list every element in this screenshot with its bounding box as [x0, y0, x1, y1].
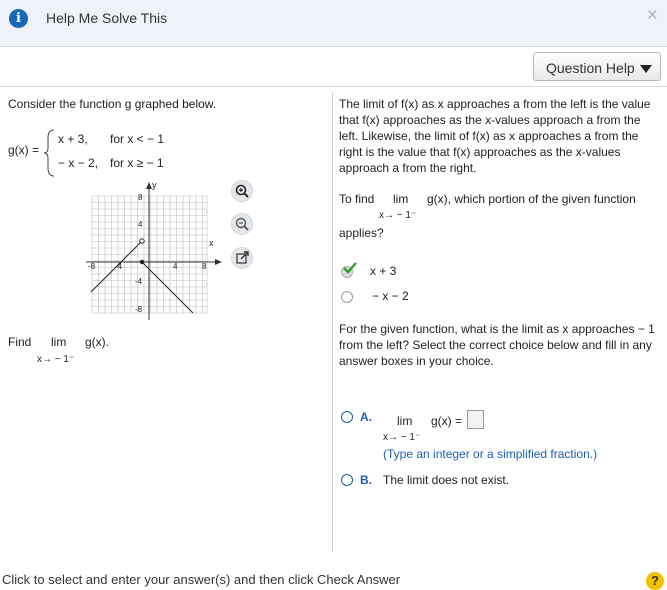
find-label: Find — [8, 335, 32, 349]
tofind-subscript: x→ − 1⁻ — [379, 210, 417, 221]
popout-button[interactable] — [231, 247, 253, 269]
help-badge-icon[interactable]: ? — [646, 572, 664, 590]
case2-condition: for x ≥ − 1 — [110, 156, 164, 170]
case2-expression: − x − 2, — [58, 156, 99, 170]
page-title: Help Me Solve This — [46, 10, 168, 26]
choice-a-lim: lim — [397, 414, 413, 428]
option2-label[interactable]: − x − 2 — [372, 289, 409, 303]
x-axis-label: x — [209, 238, 214, 248]
tick-x-neg8: -8 — [88, 262, 96, 271]
choice-a-radio[interactable] — [341, 411, 353, 423]
tofind-lim: lim — [393, 192, 409, 206]
tick-x-8: 8 — [202, 262, 207, 271]
question2-text: For the given function, what is the limit as x approaches − 1 from the left? Select the correct choice below and fill in any answer boxes in your choice. — [339, 322, 655, 368]
tick-y-neg4: -4 — [135, 277, 143, 286]
open-endpoint — [140, 239, 144, 243]
intro-text: Consider the function g graphed below. — [8, 97, 217, 111]
explanation-text: The limit of f(x) as x approaches a from the left is the value that f(x) approaches as the x-values approach a from the left. Likewise, the limit of f(x) as x approaches a from the right is the value that f(x) approaches as the x-values approach a from the right. — [339, 97, 651, 175]
question-help-button[interactable] — [533, 52, 661, 81]
choice-a-subscript: x→ − 1⁻ — [383, 432, 421, 443]
find-limit-subscript: x→ − 1⁻ — [37, 354, 75, 365]
choice-b-letter[interactable]: B. — [360, 473, 372, 487]
find-lim: lim — [51, 335, 67, 349]
tofind-label: To find — [339, 192, 375, 206]
choice-a-letter[interactable]: A. — [360, 410, 372, 424]
option2-radio[interactable] — [341, 291, 353, 303]
applies-text: applies? — [339, 226, 384, 240]
choice-b-radio[interactable] — [341, 474, 353, 486]
answer-input[interactable] — [467, 410, 484, 429]
function-graph — [86, 180, 226, 320]
find-function: g(x). — [85, 335, 109, 349]
zoom-out-icon — [232, 214, 252, 234]
line-neg-x-minus-2 — [142, 262, 193, 313]
choice-a-function: g(x) = — [431, 414, 463, 428]
tick-y-neg8: -8 — [135, 305, 143, 314]
choice-a-hint: (Type an integer or a simplified fraction.) — [383, 447, 598, 461]
choice-b-text[interactable]: The limit does not exist. — [383, 473, 510, 487]
dropdown-triangle-icon — [640, 65, 652, 73]
option1-label[interactable]: x + 3 — [370, 264, 397, 278]
column-divider — [332, 92, 333, 552]
zoom-in-icon — [232, 181, 252, 201]
tick-x-4: 4 — [173, 262, 178, 271]
divider — [0, 86, 667, 87]
checkmark-icon — [342, 261, 358, 275]
case1-condition: for x < − 1 — [110, 132, 165, 146]
function-name: g(x) = — [8, 143, 40, 157]
info-icon: i — [9, 9, 28, 28]
tick-y-4: 4 — [138, 220, 143, 229]
close-icon[interactable]: ✕ — [646, 7, 659, 24]
case1-expression: x + 3, — [58, 132, 88, 146]
y-axis-label: y — [152, 180, 157, 190]
zoom-in-button[interactable] — [231, 180, 253, 202]
closed-endpoint — [140, 260, 144, 264]
tick-y-8: 8 — [138, 193, 143, 202]
tofind-rest: g(x), which portion of the given function — [427, 192, 636, 206]
footer-instruction: Click to select and enter your answer(s) and then click Check Answer — [2, 572, 401, 587]
tick-x-neg4: -4 — [115, 262, 123, 271]
external-link-icon — [232, 248, 252, 268]
zoom-out-button[interactable] — [231, 213, 253, 235]
piecewise-brace — [43, 128, 57, 178]
question-help-label: Question Help — [546, 60, 635, 76]
